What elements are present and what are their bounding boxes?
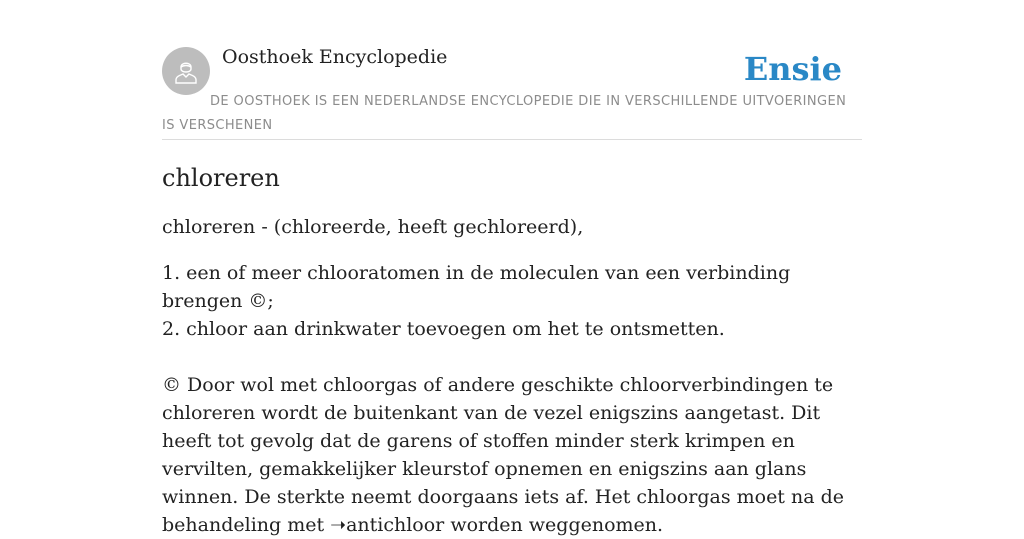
source-avatar[interactable] [162,47,210,95]
entry-note [162,371,862,539]
definition-list [162,259,862,343]
note-text-start: © Door wol met chloorgas of andere geschikte chloorverbindingen te chloreren wordt de buitenkant van de vezel enigszins aangetast. Dit heeft tot gevolg dat de garens of stoffen minder sterk krimpen en vervilten, gemakkelijker kleurstof opnemen en enigszins aan glans winnen. De sterkte neemt doorgaans iets af. Het chloorgas moet na de behandeling met [162,374,844,536]
definition-1: 1. een of meer chlooratomen in de moleculen van een verbinding brengen ©; [162,262,791,312]
header-divider [162,139,862,140]
entry-content [162,160,862,539]
note-text-end: worden weggenomen. [444,514,664,536]
user-icon [171,56,201,86]
brand-logo[interactable]: Ensie [743,50,842,88]
entry-title: chloreren [162,164,280,192]
source-name[interactable]: Oosthoek Encyclopedie [222,46,448,68]
definition-2: 2. chloor aan drinkwater toevoegen om het te ontsmetten. [162,318,725,340]
entry-lemma: chloreren - (chloreerde, heeft gechloreerd), [162,216,584,238]
antichloor-link[interactable]: ➝antichloor [330,514,445,536]
source-tagline: DE OOSTHOEK IS EEN NEDERLANDSE ENCYCLOPEDIE DIE IN VERSCHILLENDE UITVOERINGEN IS VERSCHENEN [162,94,847,133]
